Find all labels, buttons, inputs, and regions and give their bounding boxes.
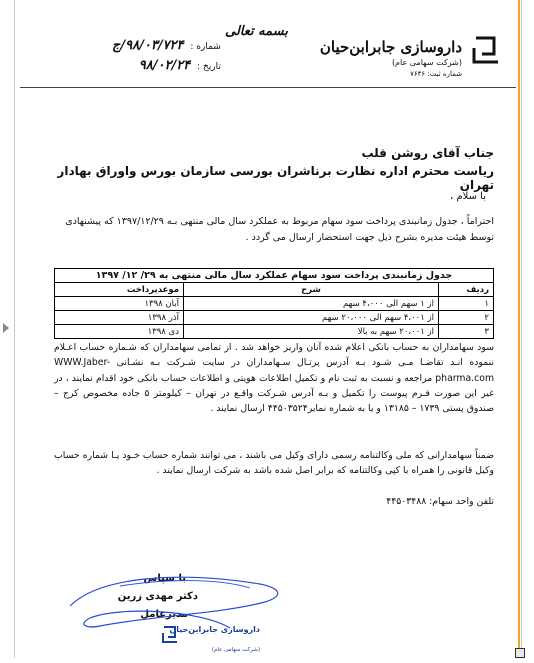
table-cell: ۲	[439, 311, 494, 325]
table-cell: از ۴،۰۰۱ سهم الی ۲۰،۰۰۰ سهم	[184, 311, 439, 325]
company-subtitle: (شرکت سهامی عام)	[391, 58, 462, 67]
letter-number-row	[112, 38, 221, 58]
company-stamp	[160, 622, 260, 658]
letter-meta	[112, 38, 221, 78]
letter-number-value: ۹۸/۰۳/۷۲۴/ج	[112, 38, 184, 53]
expand-arrow-icon[interactable]	[3, 323, 9, 333]
table-cell: آبان ۱۳۹۸	[55, 297, 184, 311]
shares-department-phone: تلفن واحد سهام: ۴۴۵۰۳۴۸۸	[386, 496, 494, 507]
stamp-company-name: داروسازی جابرابن‌حیان	[169, 625, 260, 634]
signatory-title: مدیرعامل	[140, 609, 188, 620]
table-row	[55, 311, 494, 325]
letter-date-label: تاریخ :	[197, 62, 221, 72]
resize-handle[interactable]	[515, 648, 525, 658]
header-invocation: بسمه تعالی	[225, 24, 288, 39]
table-row	[55, 325, 494, 339]
greeting: با سلام ،	[450, 191, 486, 202]
table-header-description: شرح	[184, 283, 439, 297]
table-header-due-date: موعدپرداخت	[55, 283, 184, 297]
payment-instructions-paragraph: سود سهامداران به حساب بانکی اعلام شده آنان واریز خواهد شد . از تمامی سهامداران که شـماره حساب اعـلام ننموده انـد تقاضـا مـی شـود بـه آدرس پرتـال سـهامداران در سایت شـرکت بـه نشـانی WWW.Jaber-pharma.com مراجعه و نسبت به ثبت نام و تکمیل اطلاعات هویتی و اطلاعات حساب بانکی خود اقدام نمایند ، در غیر این صورت فـرم پیوست را تکمیل و بـه آدرس شـرکت واقـع در تهران – کیلومتر ۵ جاده مخصوص کرج – صندوق پستی ۱۷۳۹ – ۱۳۱۸۵ و یا به شماره نمابر۴۴۵۰۳۵۲۴ ارسال نمایند .	[54, 342, 495, 415]
letter-number-label: شماره :	[190, 42, 221, 52]
recipient-title: ریاست محترم اداره نظارت برناشران بورسی سازمان بورس واوراق بهادار تهران	[57, 164, 494, 192]
signatory-name: دکتر مهدی زرین	[117, 591, 198, 602]
table-cell: ۱	[439, 297, 494, 311]
letter-date-value: ۹۸/۰۲/۲۴	[138, 58, 191, 73]
company-name: داروسازی جابرابن‌حیان	[319, 38, 462, 56]
letter-date-row	[112, 58, 221, 78]
company-registration: شماره ثبت: ۷۶۴۶	[410, 70, 462, 78]
table-cell: از ۲۰،۰۰۱ سهم به بالا	[184, 325, 439, 339]
table-cell: ۳	[439, 325, 494, 339]
company-header	[320, 38, 462, 78]
dividend-schedule-table	[54, 268, 494, 339]
attorney-paragraph: ضمناً سهامدارانی که ملی وکالتنامه رسمی دارای وکیل می باشند ، می توانند شماره حساب خـود یـا شماره حساب وکیل قانونی را همراه با کپی وکالتنامه که برابر اصل شده باشد به شرکت ارسال نمایند .	[54, 450, 494, 477]
intro-paragraph: احتراماً ، جدول زمانبندی پرداخت سود سهام مربوط به عملکرد سال مالی منتهی بـه ۱۳۹۷/۱۲/۲۹ که پیشنهادی توسط هیئت مدیره بشرح ذیل جهت استحضار ارسال می گردد .	[65, 216, 494, 243]
table-row	[55, 297, 494, 311]
table-cell: دی ۱۳۹۸	[55, 325, 184, 339]
company-logo-icon	[470, 34, 502, 68]
table-cell: از ۱ سهم الی ۴،۰۰۰ سهم	[184, 297, 439, 311]
signature-closing: با سپاس	[143, 573, 186, 584]
header-divider	[20, 87, 516, 88]
table-header-row-number: ردیف	[439, 283, 494, 297]
letter-page	[20, 0, 516, 658]
table-caption: جدول زمانبندی پرداخت سود سهام عملکرد سال مالی منتهی به ۲۹/ ۱۲/ ۱۳۹۷	[55, 269, 494, 283]
stamp-subtitle: (شرکت سهامی عام)	[211, 647, 260, 653]
recipient-name: جناب آقای روشن قلب	[361, 146, 494, 160]
table-cell: آذر ۱۳۹۸	[55, 311, 184, 325]
orange-margin-line	[518, 0, 520, 648]
